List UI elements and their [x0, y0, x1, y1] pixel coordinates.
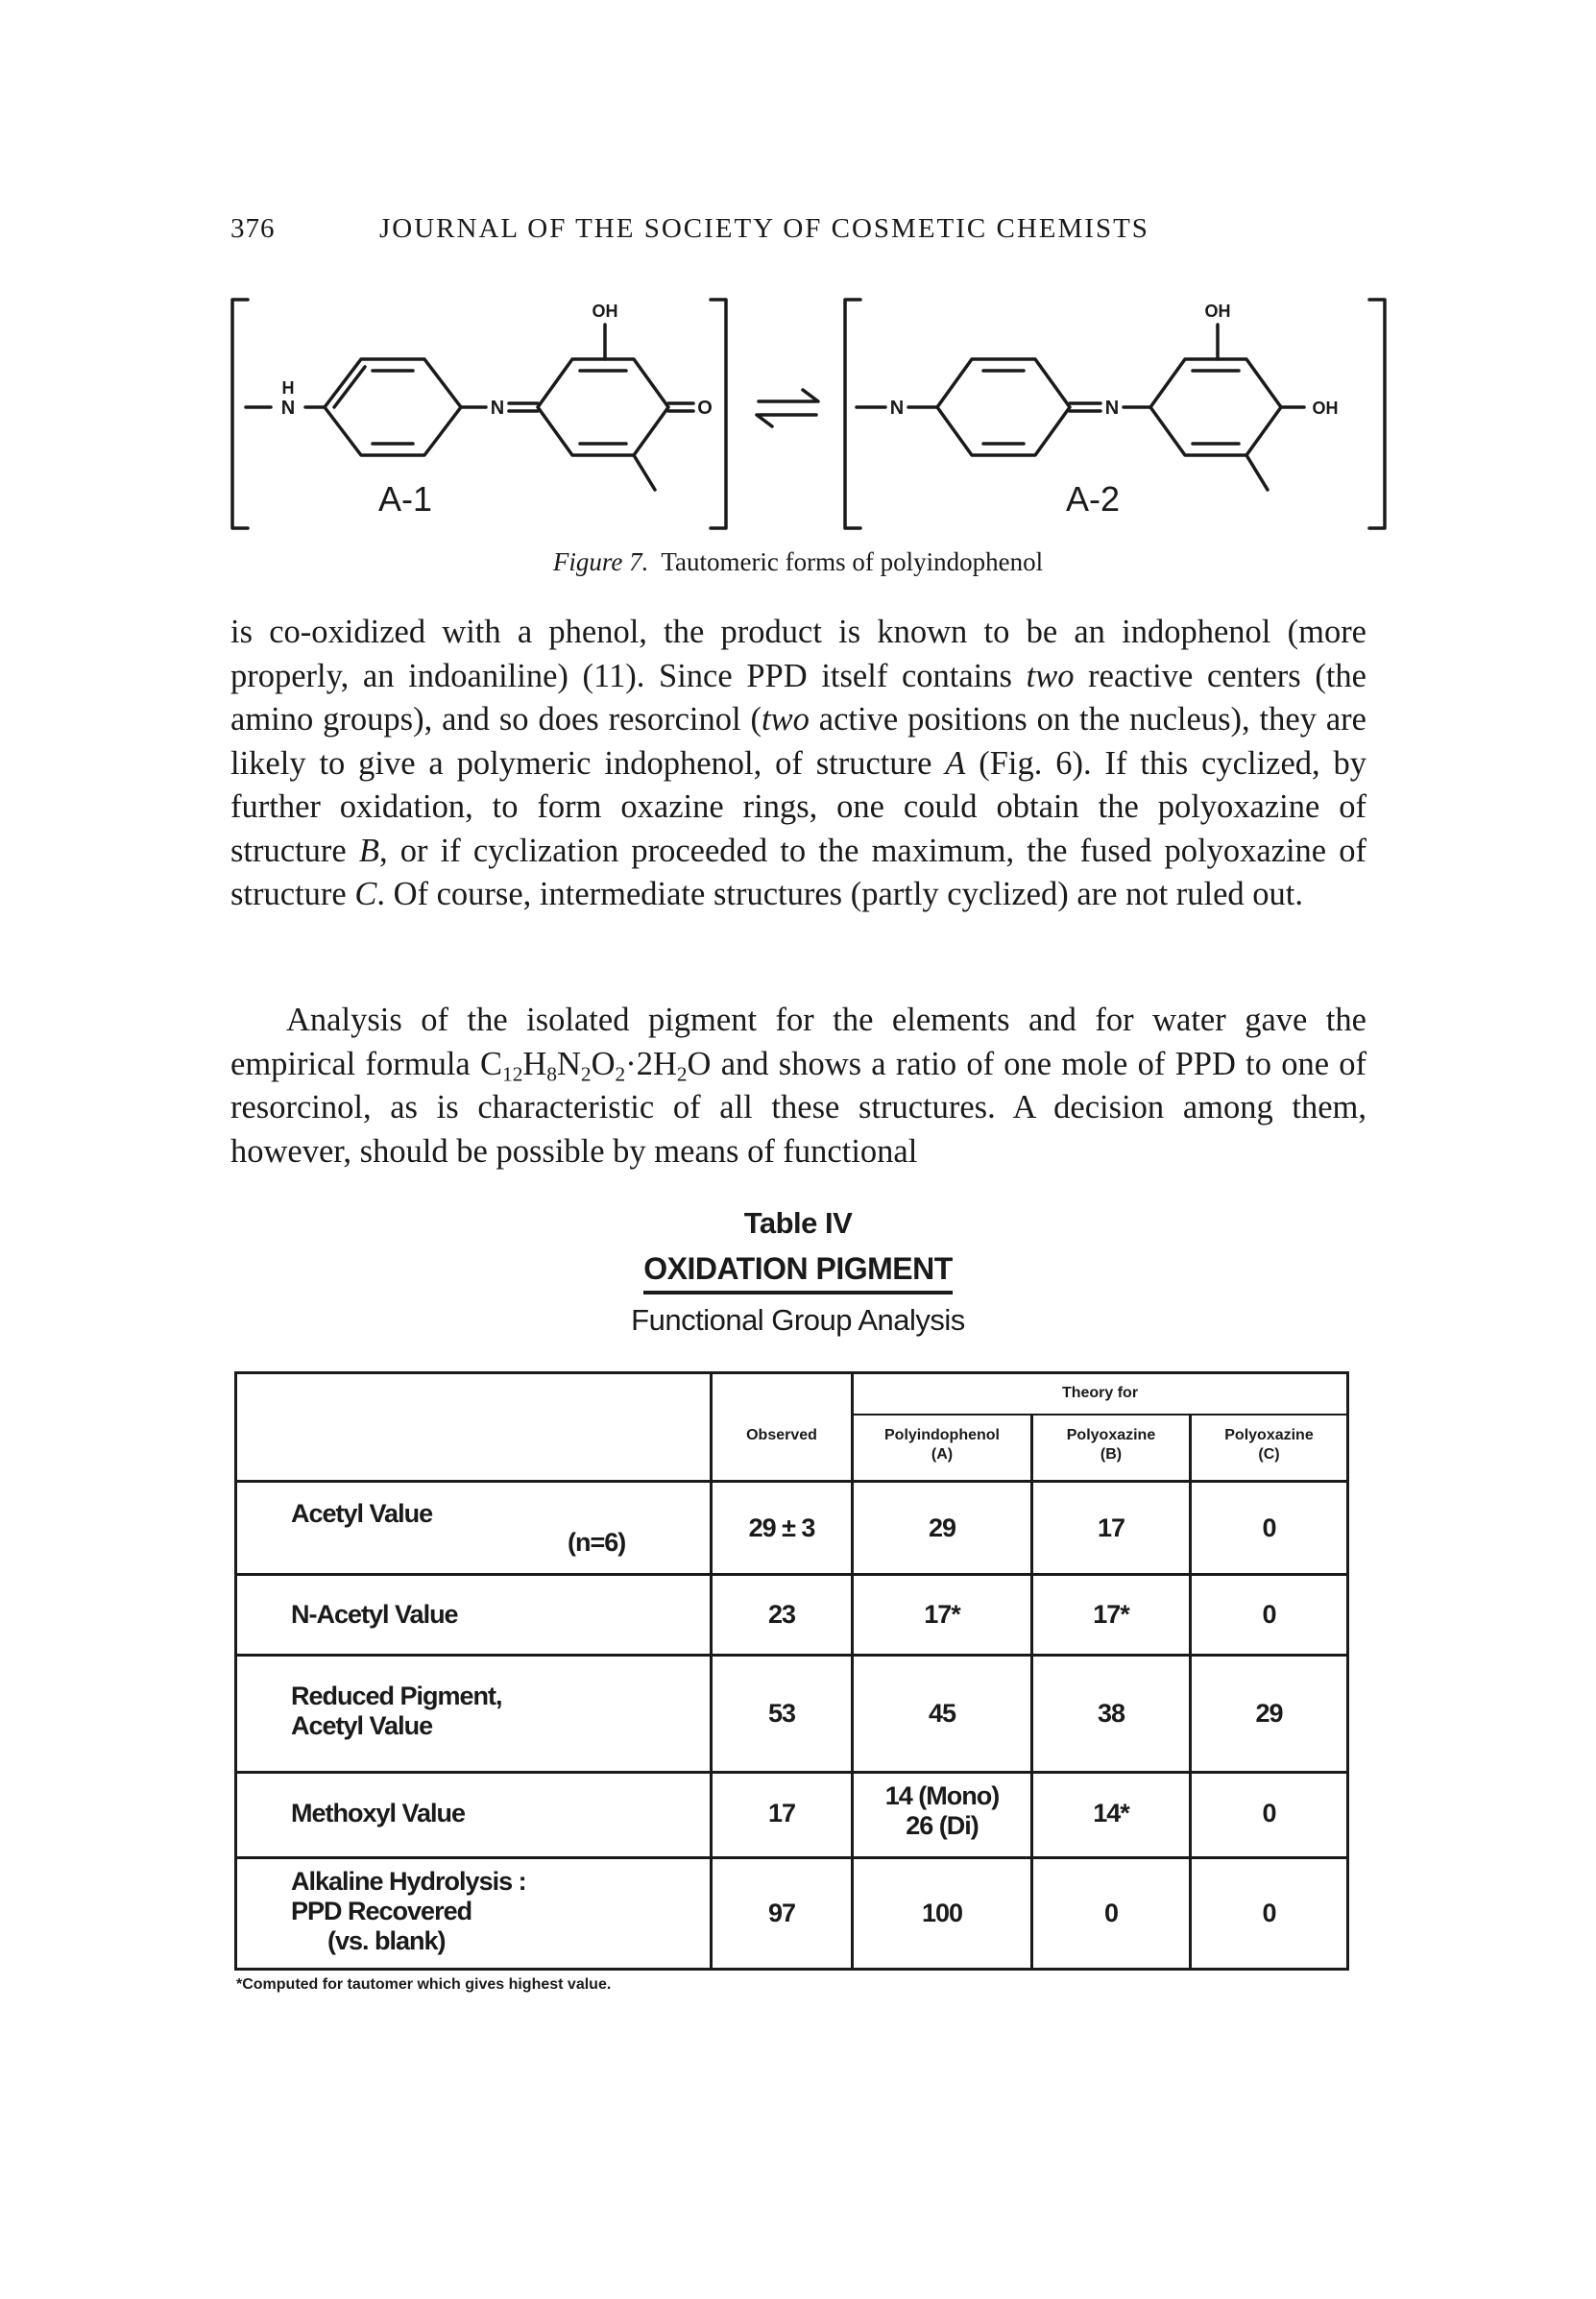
theory-c-acetyl: 0: [1262, 1513, 1276, 1542]
row-label-alkaline-hydrolysis: Alkaline Hydrolysis : PPD Recovered (vs. blank): [291, 1867, 526, 1955]
header-polyoxazine-c: Polyoxazine (C): [1224, 1427, 1314, 1463]
rule-row-1: [237, 1573, 1346, 1576]
row-note-n6: (n=6): [568, 1528, 626, 1557]
theory-b-acetyl: 17: [1097, 1513, 1125, 1542]
figure-caption: [0, 547, 1596, 577]
table-footnote: *Computed for tautomer which gives highest value.: [236, 1976, 612, 1993]
body-paragraph-2: Analysis of the isolated pigment for the elements and for water gave the empirical formula $C_{12}H_8N_2O_2\cdot 2H_2O$ and shows a ratio of one mole of PPD to one of resorcinol, as is characteristic of all these structures. A decision among them, however, should be possible by means of functional: [230, 1002, 1366, 1170]
atom-n-a2-left: N: [889, 398, 905, 419]
theory-b-n-acetyl: 17*: [1093, 1600, 1129, 1629]
atom-h: H: [281, 378, 295, 398]
atom-oh-a2-right: OH: [1312, 399, 1339, 418]
table-title-block: [0, 1200, 1596, 1344]
observed-n-acetyl: 23: [767, 1600, 796, 1629]
header-theory-for: Theory for: [1061, 1385, 1139, 1401]
running-title: JOURNAL OF THE SOCIETY OF COSMETIC CHEMISTS: [379, 213, 1149, 244]
theory-c-n-acetyl: 0: [1262, 1600, 1276, 1629]
row-label-reduced-pigment: Reduced Pigment, Acetyl Value: [291, 1682, 502, 1740]
chemical-structure-diagram: [221, 288, 1392, 538]
bracket-right-open: [845, 300, 860, 528]
observed-alkaline-hydrolysis: 97: [767, 1899, 796, 1927]
caption-label: Figure 7.: [552, 547, 649, 576]
figure-7-tautomeric-structures: [221, 288, 1392, 538]
page-number: 376: [230, 213, 276, 244]
atom-n-a2-right: N: [1104, 398, 1120, 419]
quinoid-ring-a2: [937, 359, 1070, 455]
atom-oh-a1: OH: [592, 302, 618, 321]
atom-oh-a2-top: OH: [1204, 302, 1231, 321]
theory-a-alkaline-hydrolysis: 100: [921, 1899, 963, 1927]
rule-row-3: [237, 1771, 1346, 1774]
bracket-left-close: [711, 300, 726, 528]
theory-a-n-acetyl: 17*: [924, 1600, 960, 1629]
rule-col-observed: [710, 1374, 713, 1968]
theory-b-reduced-pigment: 38: [1097, 1699, 1125, 1728]
table-name: OXIDATION PIGMENT: [643, 1246, 953, 1295]
rule-col-b: [1030, 1416, 1033, 1968]
caption-text: Tautomeric forms of polyindophenol: [661, 547, 1044, 576]
theory-c-alkaline-hydrolysis: 0: [1262, 1899, 1276, 1927]
theory-b-alkaline-hydrolysis: 0: [1103, 1899, 1119, 1927]
functional-group-table: [234, 1371, 1349, 1971]
theory-c-reduced-pigment: 29: [1255, 1699, 1283, 1728]
atom-n-imine-a1: N: [490, 398, 505, 419]
table-subtitle: Functional Group Analysis: [631, 1303, 965, 1337]
theory-a-methoxyl: 14 (Mono) 26 (Di): [884, 1781, 1000, 1840]
label-a1: A-1: [378, 479, 433, 519]
observed-reduced-pigment: 53: [767, 1699, 796, 1728]
row-label-acetyl-value: Acetyl Value: [291, 1499, 433, 1528]
theory-a-acetyl: 29: [928, 1513, 956, 1542]
benzene-ring-a1: [325, 359, 461, 455]
rule-row-4: [237, 1856, 1346, 1859]
table-label: Table IV: [743, 1206, 853, 1240]
theory-b-methoxyl: 14*: [1093, 1799, 1129, 1827]
label-a2: A-2: [1066, 479, 1121, 519]
observed-methoxyl: 17: [767, 1799, 796, 1827]
body-paragraph-1: is co-oxidized with a phenol, the product is known to be an indophenol (more properly, an indoaniline) (11). Since PPD itself contains two reactive centers (the amino groups), and so does resorcinol (two active positions on the nucleus), they are likely to give a polymeric indophenol, of structure A (Fig. 6). If this cyclized, by further oxidation, to form oxazine rings, one could obtain the polyoxazine of structure B, or if cyclization proceeded to the maximum, the fused polyoxazine of structure C. Of course, intermediate structures (partly cyclized) are not ruled out.: [230, 614, 1367, 912]
atom-o-carbonyl: O: [697, 398, 713, 419]
header-polyindophenol: Polyindophenol (A): [884, 1427, 1000, 1463]
theory-a-reduced-pigment: 45: [928, 1699, 956, 1728]
rule-row-2: [237, 1654, 1346, 1657]
bracket-left-open: [232, 300, 248, 528]
observed-acetyl: 29 ± 3: [748, 1513, 815, 1542]
header-observed: Observed: [746, 1427, 817, 1443]
rule-theory-for: [851, 1414, 1346, 1416]
rule-header-bottom: [237, 1480, 1346, 1483]
quinone-ring-a1: [538, 359, 668, 455]
row-label-n-acetyl-value: N-Acetyl Value: [291, 1600, 458, 1629]
rule-col-c: [1189, 1416, 1192, 1968]
bracket-right-close: [1369, 300, 1385, 528]
theory-c-methoxyl: 0: [1262, 1799, 1276, 1827]
atom-n-amine: N: [280, 398, 296, 419]
phenol-ring-a2: [1150, 359, 1281, 455]
header-polyoxazine-b: Polyoxazine (B): [1066, 1427, 1156, 1463]
row-label-methoxyl-value: Methoxyl Value: [291, 1799, 466, 1827]
